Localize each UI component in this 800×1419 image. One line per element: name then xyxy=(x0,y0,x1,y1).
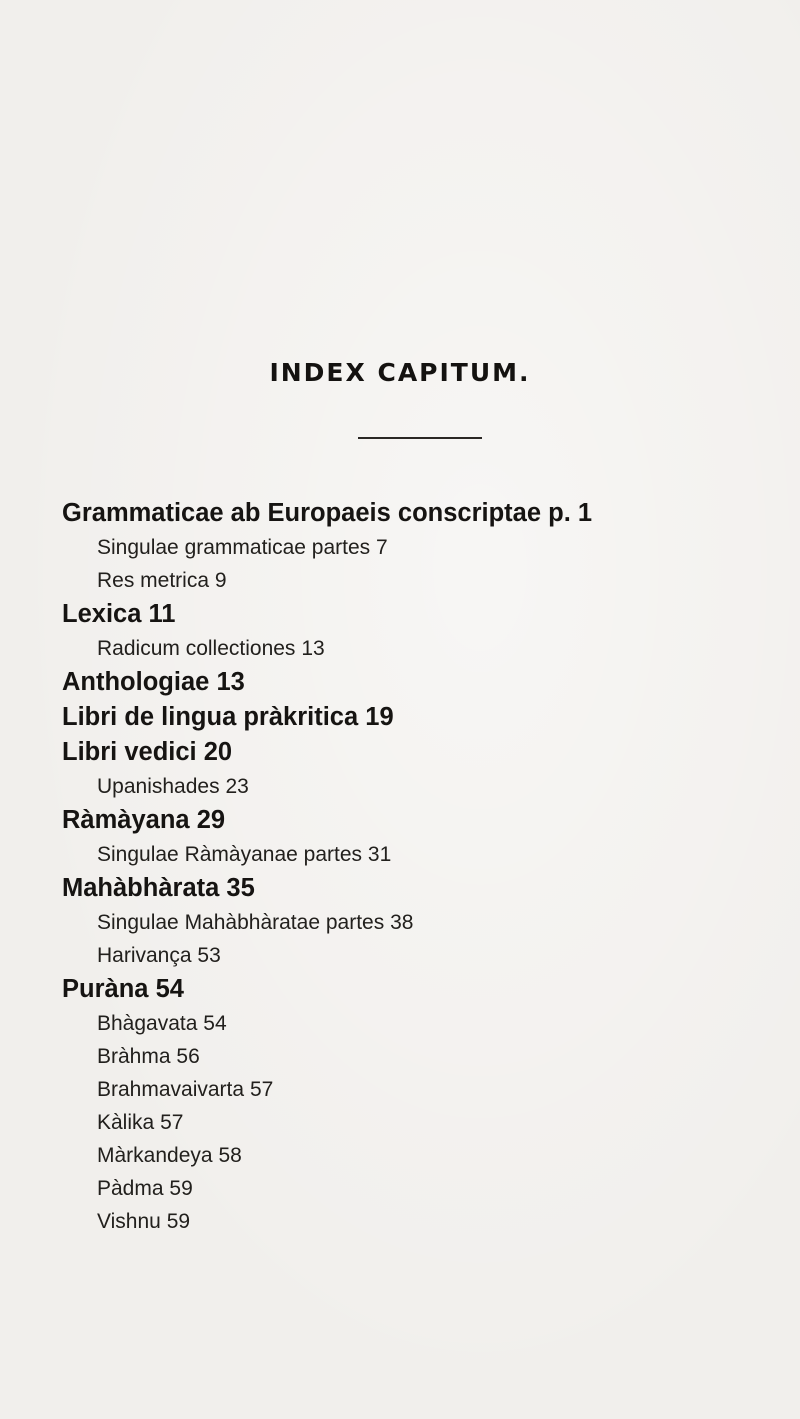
entry-title: Libri vedici xyxy=(62,738,197,766)
entry-page: 38 xyxy=(390,911,414,934)
entry-page: 56 xyxy=(176,1045,200,1068)
entry-title: Kàlika xyxy=(97,1111,155,1134)
entry-page: 31 xyxy=(367,843,392,866)
entry-title: Anthologiae xyxy=(62,668,210,696)
entry-page: 20 xyxy=(203,738,233,766)
toc-entry-kalika xyxy=(62,1106,782,1139)
entry-page: 29 xyxy=(196,806,226,834)
entry-page: 13 xyxy=(216,668,245,696)
entry-title: Grammaticae ab Europaeis conscriptae p. xyxy=(62,499,571,527)
entry-page: 9 xyxy=(214,569,227,592)
toc-entry-grammaticae xyxy=(62,496,782,531)
entry-title: Singulae Mahàbhàratae partes xyxy=(97,911,385,934)
entry-page: 59 xyxy=(166,1210,191,1233)
entry-page: 53 xyxy=(197,944,221,967)
toc-entry-singulae-ramayanae-partes xyxy=(62,838,782,871)
table-of-contents xyxy=(62,496,782,1238)
entry-page: 19 xyxy=(365,703,394,731)
entry-title: Res metrica xyxy=(97,569,210,592)
entry-page: 35 xyxy=(226,874,255,902)
entry-title: Upanishades xyxy=(97,775,220,798)
toc-entry-libri-vedici xyxy=(62,735,782,770)
toc-entry-brahma xyxy=(62,1040,782,1073)
entry-page: 58 xyxy=(218,1144,242,1167)
entry-title: Bhàgavata xyxy=(97,1012,198,1035)
entry-title: Lexica xyxy=(62,600,142,628)
entry-page: 11 xyxy=(148,600,176,628)
entry-page: 54 xyxy=(155,975,184,1003)
toc-entry-anthologiae xyxy=(62,665,782,700)
entry-title: Vishnu xyxy=(97,1210,161,1233)
toc-entry-singulae-mahabharatae-partes xyxy=(62,906,782,939)
toc-entry-brahmavaivarta xyxy=(62,1073,782,1106)
toc-entry-vishnu xyxy=(62,1205,782,1238)
heading-rule xyxy=(358,437,482,439)
entry-title: Harivança xyxy=(97,944,192,967)
toc-entry-upanishades xyxy=(62,770,782,803)
entry-title: Bràhma xyxy=(97,1045,171,1068)
entry-title: Singulae grammaticae partes xyxy=(97,536,371,559)
entry-title: Màrkandeya xyxy=(97,1144,213,1167)
entry-page: 23 xyxy=(225,775,249,798)
entry-page: 57 xyxy=(160,1111,184,1134)
toc-entry-padma xyxy=(62,1172,782,1205)
toc-entry-singulae-grammaticae-partes xyxy=(62,531,782,564)
entry-page: 57 xyxy=(249,1078,274,1101)
page-heading: INDEX CAPITUM. xyxy=(269,358,531,387)
entry-title: Radicum collectiones xyxy=(97,637,296,660)
entry-title: Ràmàyana xyxy=(62,806,190,834)
entry-page: 1 xyxy=(577,499,593,527)
entry-title: Libri de lingua pràkritica xyxy=(62,703,359,731)
toc-entry-purana xyxy=(62,972,782,1007)
toc-entry-radicum-collectiones xyxy=(62,632,782,665)
entry-page: 13 xyxy=(301,637,325,660)
toc-entry-mahabharata xyxy=(62,871,782,906)
entry-title: Brahmavaivarta xyxy=(97,1078,245,1101)
entry-page: 54 xyxy=(203,1012,227,1035)
toc-entry-markandeya xyxy=(62,1139,782,1172)
toc-entry-lexica xyxy=(62,597,782,632)
toc-entry-res-metrica xyxy=(62,564,782,597)
entry-title: Mahàbhàrata xyxy=(62,874,220,902)
toc-entry-ramayana xyxy=(62,803,782,838)
toc-entry-bhagavata xyxy=(62,1007,782,1040)
entry-title: Pàdma xyxy=(97,1177,164,1200)
toc-entry-libri-prakritica xyxy=(62,700,782,735)
entry-page: 7 xyxy=(376,536,388,559)
entry-page: 59 xyxy=(169,1177,193,1200)
entry-title: Puràna xyxy=(62,975,149,1003)
entry-title: Singulae Ràmàyanae partes xyxy=(97,843,363,866)
toc-entry-harivanca xyxy=(62,939,782,972)
